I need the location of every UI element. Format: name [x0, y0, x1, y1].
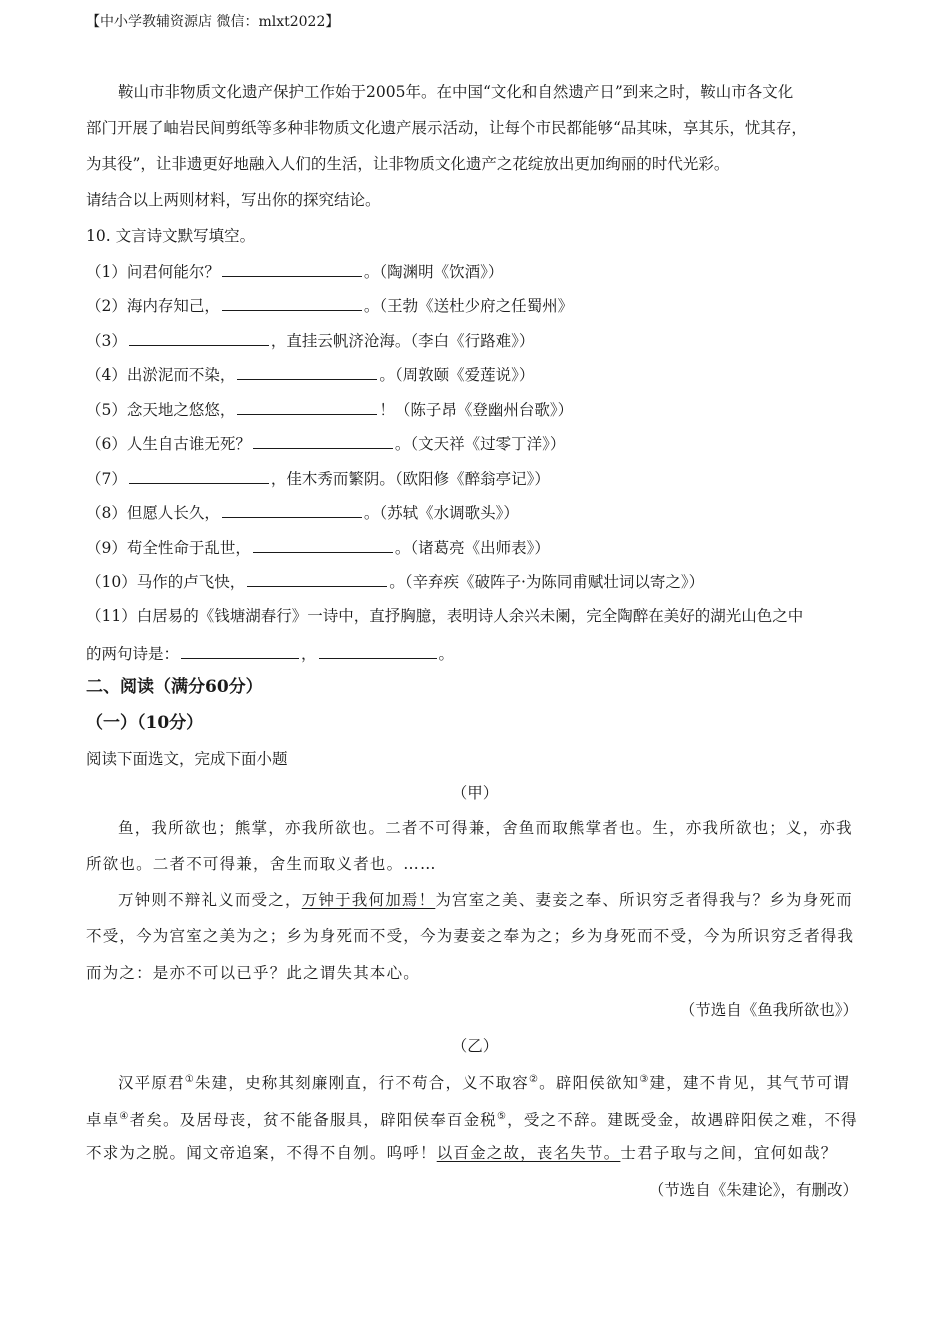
fill-item-11-line-1: （11）白居易的《钱塘湖春行》一诗中，直抒胸臆，表明诗人余兴未阑，完全陶醉在美好的湖光山色之中 — [86, 607, 804, 625]
passage-yi-label: （乙） — [451, 1037, 499, 1055]
question-prompt: 请结合以上两则材料，写出你的探究结论。 — [86, 191, 381, 209]
passage-jia-line-1: 鱼，我所欲也；熊掌，亦我所欲也。二者不可得兼，舍鱼而取熊掌者也。生，亦我所欲也；义，亦我 — [118, 819, 853, 837]
fill-item-8: （8）但愿人长久， 。（苏轼《水调歌头》） — [86, 504, 519, 522]
answer-blank[interactable] — [253, 433, 393, 449]
footnote-marker: ④ — [119, 1111, 130, 1122]
footnote-marker: ③ — [639, 1074, 650, 1085]
fill-item-4: （4）出淤泥而不染， 。（周敦颐《爱莲说》） — [86, 366, 535, 384]
fill-item-10: （10）马作的卢飞快， 。（辛弃疾《破阵子·为陈同甫赋壮词以寄之》） — [86, 573, 705, 591]
material-paragraph-line-3: 为其役”，让非遗更好地融入人们的生活，让非物质文化遗产之花绽放出更加绚丽的时代光彩。 — [86, 155, 730, 173]
passage-yi-source: （节选自《朱建论》，有删改） — [648, 1181, 858, 1199]
fill-item-9: （9）苟全性命于乱世， 。（诸葛亮《出师表》） — [86, 539, 550, 557]
answer-blank[interactable] — [222, 295, 362, 311]
reading-instruction: 阅读下面选文，完成下面小题 — [86, 750, 288, 768]
fill-item-6: （6）人生自古谁无死？ 。（文天祥《过零丁洋》） — [86, 435, 566, 453]
underlined-sentence: 以百金之故，丧名失节。 — [436, 1144, 621, 1162]
section-2-part-1-title: （一）（10分） — [86, 713, 204, 733]
material-paragraph-line-1: 鞍山市非物质文化遗产保护工作始于2005年。在中国“文化和自然遗产日”到来之时，鞍山市各文化 — [118, 83, 794, 101]
page-header: 【中小学教辅资源店 微信：mlxt2022】 — [86, 14, 340, 30]
fill-item-5: （5）念天地之悠悠， ！（陈子昂《登幽州台歌》） — [86, 401, 574, 419]
passage-yi-line-2: 卓卓④者矣。及居母丧，贫不能备服具，辟阳侯奉百金税⑤，受之不辞。建既受金，故遇辟阳侯之难，不得 — [86, 1111, 858, 1130]
fill-item-3: （3） ，直挂云帆济沧海。（李白《行路难》） — [86, 332, 535, 350]
section-2-title: 二、阅读（满分60分） — [86, 677, 263, 697]
passage-jia-line-4: 不受，今为宫室之美为之；乡为身死而不受，今为妻妾之奉为之；乡为身死而不受，今为所识穷乏者得我 — [86, 927, 855, 945]
footnote-marker: ② — [529, 1074, 540, 1085]
answer-blank[interactable] — [237, 364, 377, 380]
footnote-marker: ⑤ — [496, 1111, 508, 1122]
passage-jia-line-2: 所欲也。二者不可得兼，舍生而取义者也。…… — [86, 855, 437, 873]
answer-blank[interactable] — [129, 330, 269, 346]
question-10-title: 10. 文言诗文默写填空。 — [86, 227, 256, 245]
answer-blank[interactable] — [237, 399, 377, 415]
fill-item-1: （1）问君何能尔？ 。（陶渊明《饮酒》） — [86, 263, 504, 281]
answer-blank[interactable] — [129, 468, 269, 484]
fill-item-2: （2）海内存知己， 。（王勃《送杜少府之任蜀州》 — [86, 297, 574, 315]
answer-blank[interactable] — [247, 571, 387, 587]
answer-blank[interactable] — [222, 261, 362, 277]
passage-jia-source: （节选自《鱼我所欲也》） — [679, 1001, 858, 1019]
material-paragraph-line-2: 部门开展了岫岩民间剪纸等多种非物质文化遗产展示活动，让每个市民都能够“品其味，享其乐，忧其存， — [86, 119, 807, 137]
underlined-sentence: 万钟于我何加焉！ — [301, 891, 436, 909]
passage-jia-line-3: 万钟则不辩礼义而受之，万钟于我何加焉！为宫室之美、妻妾之奉、所识穷乏者得我与？乡为身死而 — [118, 891, 853, 909]
answer-blank[interactable] — [222, 502, 362, 518]
answer-blank[interactable] — [319, 643, 437, 659]
answer-blank[interactable] — [181, 643, 299, 659]
passage-yi-line-3: 不求为之脱。闻文帝追案，不得不自刎。呜呼！以百金之故，丧名失节。士君子取与之间，宜何如哉？ — [86, 1144, 838, 1162]
passage-jia-line-5: 而为之：是亦不可以已乎？此之谓失其本心。 — [86, 964, 421, 982]
passage-yi-line-1: 汉平原君①朱建，史称其刻廉刚直，行不苟合，义不取容②。辟阳侯欲知③建，建不肯见，其气节可谓 — [118, 1074, 850, 1093]
answer-blank[interactable] — [253, 537, 393, 553]
passage-jia-label: （甲） — [451, 784, 499, 802]
fill-item-11-line-2: 的两句诗是： ， 。 — [86, 645, 455, 663]
fill-item-7: （7） ，佳木秀而繁阴。（欧阳修《醉翁亭记》） — [86, 470, 550, 488]
footnote-marker: ① — [184, 1074, 195, 1085]
